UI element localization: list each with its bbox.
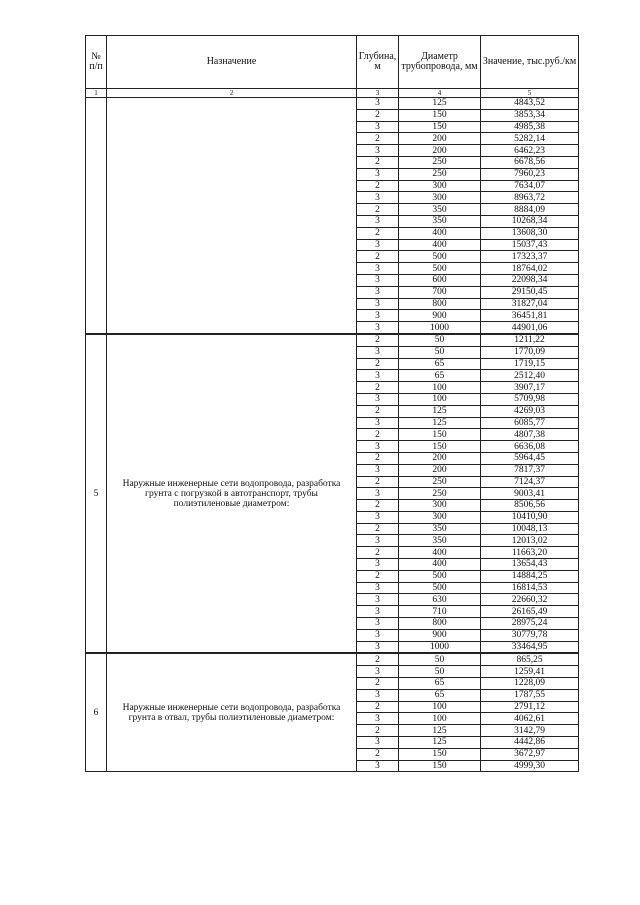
value-cell: 5282,14 — [481, 133, 579, 145]
depth-cell: 3 — [357, 582, 399, 594]
value-cell: 1259,41 — [481, 666, 579, 678]
diameter-cell: 125 — [399, 417, 481, 429]
diameter-cell: 50 — [399, 334, 481, 346]
depth-cell: 3 — [357, 641, 399, 653]
table-header — [86, 36, 579, 89]
value-cell: 18764,02 — [481, 263, 579, 275]
value-cell: 26165,49 — [481, 606, 579, 618]
value-cell: 30779,78 — [481, 629, 579, 641]
diameter-cell: 800 — [399, 618, 481, 630]
diameter-cell: 200 — [399, 464, 481, 476]
value-cell: 13654,43 — [481, 559, 579, 571]
value-cell: 4062,61 — [481, 713, 579, 725]
diameter-cell: 900 — [399, 629, 481, 641]
diameter-cell: 500 — [399, 251, 481, 263]
diameter-cell: 150 — [399, 109, 481, 121]
value-cell: 15037,43 — [481, 239, 579, 251]
diameter-cell: 400 — [399, 559, 481, 571]
value-cell: 10268,34 — [481, 215, 579, 227]
depth-cell: 2 — [357, 653, 399, 665]
value-cell: 33464,95 — [481, 641, 579, 653]
diameter-cell: 125 — [399, 737, 481, 749]
diameter-cell: 1000 — [399, 322, 481, 334]
depth-cell: 3 — [357, 370, 399, 382]
depth-cell: 3 — [357, 666, 399, 678]
depth-cell: 3 — [357, 310, 399, 322]
value-cell: 9003,41 — [481, 488, 579, 500]
value-cell: 22098,34 — [481, 274, 579, 286]
diameter-cell: 350 — [399, 215, 481, 227]
value-cell: 6462,23 — [481, 145, 579, 157]
depth-cell: 3 — [357, 322, 399, 334]
depth-cell: 3 — [357, 488, 399, 500]
value-cell: 17323,37 — [481, 251, 579, 263]
index-row-group — [86, 89, 579, 98]
depth-cell: 2 — [357, 180, 399, 192]
value-cell: 865,25 — [481, 653, 579, 665]
depth-cell: 2 — [357, 748, 399, 760]
value-cell: 7124,37 — [481, 476, 579, 488]
value-cell: 10048,13 — [481, 523, 579, 535]
diameter-cell: 125 — [399, 405, 481, 417]
depth-cell: 2 — [357, 570, 399, 582]
value-cell: 11663,20 — [481, 547, 579, 559]
diameter-cell: 200 — [399, 452, 481, 464]
depth-cell: 3 — [357, 121, 399, 133]
diameter-cell: 500 — [399, 263, 481, 275]
depth-cell: 3 — [357, 192, 399, 204]
depth-cell: 3 — [357, 606, 399, 618]
diameter-cell: 630 — [399, 594, 481, 606]
diameter-cell: 350 — [399, 204, 481, 216]
value-cell: 10410,90 — [481, 511, 579, 523]
table-section — [86, 334, 579, 654]
price-table — [85, 35, 579, 772]
depth-cell: 3 — [357, 298, 399, 310]
depth-cell: 3 — [357, 511, 399, 523]
depth-cell: 3 — [357, 760, 399, 772]
section-number — [86, 98, 107, 334]
diameter-cell: 65 — [399, 370, 481, 382]
depth-cell: 3 — [357, 145, 399, 157]
depth-cell: 3 — [357, 274, 399, 286]
depth-cell: 2 — [357, 334, 399, 346]
value-cell: 1787,55 — [481, 689, 579, 701]
value-cell: 6085,77 — [481, 417, 579, 429]
diameter-cell: 100 — [399, 393, 481, 405]
depth-cell: 3 — [357, 239, 399, 251]
value-cell: 2791,12 — [481, 701, 579, 713]
value-cell: 1719,15 — [481, 358, 579, 370]
section-purpose: Наружные инженерные сети водопровода, разработка грунта с погрузкой в автотранспорт, трубы полиэтиленовые диаметром: — [107, 334, 357, 654]
value-cell: 8884,09 — [481, 204, 579, 216]
depth-cell: 2 — [357, 405, 399, 417]
value-cell: 1770,09 — [481, 346, 579, 358]
header-num: № п/п — [86, 36, 107, 89]
value-cell: 4269,03 — [481, 405, 579, 417]
diameter-cell: 400 — [399, 547, 481, 559]
depth-cell: 3 — [357, 393, 399, 405]
depth-cell: 2 — [357, 500, 399, 512]
depth-cell: 3 — [357, 441, 399, 453]
value-cell: 4999,30 — [481, 760, 579, 772]
value-cell: 29150,45 — [481, 286, 579, 298]
value-cell: 2512,40 — [481, 370, 579, 382]
diameter-cell: 150 — [399, 441, 481, 453]
value-cell: 3672,97 — [481, 748, 579, 760]
diameter-cell: 200 — [399, 133, 481, 145]
depth-cell: 3 — [357, 535, 399, 547]
diameter-cell: 600 — [399, 274, 481, 286]
diameter-cell: 300 — [399, 192, 481, 204]
depth-cell: 2 — [357, 476, 399, 488]
depth-cell: 2 — [357, 251, 399, 263]
diameter-cell: 300 — [399, 511, 481, 523]
depth-cell: 2 — [357, 678, 399, 690]
depth-cell: 3 — [357, 417, 399, 429]
diameter-cell: 900 — [399, 310, 481, 322]
depth-cell: 3 — [357, 346, 399, 358]
depth-cell: 2 — [357, 358, 399, 370]
value-cell: 3853,34 — [481, 109, 579, 121]
depth-cell: 3 — [357, 263, 399, 275]
diameter-cell: 300 — [399, 500, 481, 512]
depth-cell: 3 — [357, 737, 399, 749]
value-cell: 3142,79 — [481, 725, 579, 737]
table-row — [86, 334, 579, 346]
depth-cell: 3 — [357, 689, 399, 701]
diameter-cell: 200 — [399, 145, 481, 157]
depth-cell: 2 — [357, 133, 399, 145]
table-section — [86, 653, 579, 771]
value-cell: 3907,17 — [481, 382, 579, 394]
diameter-cell: 150 — [399, 121, 481, 133]
column-index-row — [86, 89, 579, 98]
diameter-cell: 50 — [399, 653, 481, 665]
depth-cell: 3 — [357, 618, 399, 630]
depth-cell: 2 — [357, 547, 399, 559]
diameter-cell: 125 — [399, 725, 481, 737]
depth-cell: 3 — [357, 168, 399, 180]
value-cell: 6678,56 — [481, 156, 579, 168]
depth-cell: 3 — [357, 98, 399, 110]
depth-cell: 3 — [357, 713, 399, 725]
section-number: 6 — [86, 653, 107, 771]
diameter-cell: 150 — [399, 429, 481, 441]
depth-cell: 2 — [357, 452, 399, 464]
value-cell: 1228,09 — [481, 678, 579, 690]
header-depth: Глубина, м — [357, 36, 399, 89]
depth-cell: 2 — [357, 227, 399, 239]
value-cell: 12013,02 — [481, 535, 579, 547]
diameter-cell: 500 — [399, 570, 481, 582]
diameter-cell: 250 — [399, 168, 481, 180]
value-cell: 36451,81 — [481, 310, 579, 322]
depth-cell: 3 — [357, 629, 399, 641]
value-cell: 8963,72 — [481, 192, 579, 204]
diameter-cell: 50 — [399, 346, 481, 358]
diameter-cell: 400 — [399, 239, 481, 251]
diameter-cell: 250 — [399, 156, 481, 168]
diameter-cell: 50 — [399, 666, 481, 678]
depth-cell: 2 — [357, 109, 399, 121]
value-cell: 28975,24 — [481, 618, 579, 630]
diameter-cell: 100 — [399, 701, 481, 713]
header-diameter: Диаметр трубопровода, мм — [399, 36, 481, 89]
value-cell: 44901,06 — [481, 322, 579, 334]
depth-cell: 2 — [357, 429, 399, 441]
diameter-cell: 350 — [399, 523, 481, 535]
diameter-cell: 65 — [399, 358, 481, 370]
diameter-cell: 65 — [399, 678, 481, 690]
depth-cell: 3 — [357, 464, 399, 476]
diameter-cell: 125 — [399, 98, 481, 110]
table-section — [86, 98, 579, 334]
index-cell: 4 — [399, 89, 481, 98]
section-number: 5 — [86, 334, 107, 654]
depth-cell: 2 — [357, 523, 399, 535]
diameter-cell: 700 — [399, 286, 481, 298]
value-cell: 7817,37 — [481, 464, 579, 476]
diameter-cell: 800 — [399, 298, 481, 310]
table-row — [86, 98, 579, 110]
value-cell: 7634,07 — [481, 180, 579, 192]
section-purpose — [107, 98, 357, 334]
value-cell: 22660,32 — [481, 594, 579, 606]
diameter-cell: 150 — [399, 748, 481, 760]
diameter-cell: 250 — [399, 476, 481, 488]
value-cell: 6636,08 — [481, 441, 579, 453]
value-cell: 4442,86 — [481, 737, 579, 749]
depth-cell: 2 — [357, 204, 399, 216]
section-purpose: Наружные инженерные сети водопровода, разработка грунта в отвал, трубы полиэтиленовые диаметром: — [107, 653, 357, 771]
value-cell: 8506,56 — [481, 500, 579, 512]
value-cell: 16814,53 — [481, 582, 579, 594]
depth-cell: 2 — [357, 725, 399, 737]
value-cell: 5964,45 — [481, 452, 579, 464]
value-cell: 31827,04 — [481, 298, 579, 310]
index-cell: 3 — [357, 89, 399, 98]
depth-cell: 3 — [357, 286, 399, 298]
depth-cell: 3 — [357, 559, 399, 571]
diameter-cell: 150 — [399, 760, 481, 772]
index-cell: 5 — [481, 89, 579, 98]
diameter-cell: 300 — [399, 180, 481, 192]
depth-cell: 3 — [357, 215, 399, 227]
depth-cell: 2 — [357, 701, 399, 713]
header-purpose: Назначение — [107, 36, 357, 89]
value-cell: 4807,38 — [481, 429, 579, 441]
diameter-cell: 100 — [399, 713, 481, 725]
index-cell: 1 — [86, 89, 107, 98]
header-value: Значение, тыс.руб./км — [481, 36, 579, 89]
depth-cell: 3 — [357, 594, 399, 606]
diameter-cell: 710 — [399, 606, 481, 618]
diameter-cell: 100 — [399, 382, 481, 394]
diameter-cell: 350 — [399, 535, 481, 547]
index-cell: 2 — [107, 89, 357, 98]
table-row — [86, 653, 579, 665]
value-cell: 1211,22 — [481, 334, 579, 346]
value-cell: 7960,23 — [481, 168, 579, 180]
value-cell: 14884,25 — [481, 570, 579, 582]
diameter-cell: 400 — [399, 227, 481, 239]
diameter-cell: 65 — [399, 689, 481, 701]
diameter-cell: 1000 — [399, 641, 481, 653]
value-cell: 4985,38 — [481, 121, 579, 133]
value-cell: 4843,52 — [481, 98, 579, 110]
depth-cell: 2 — [357, 382, 399, 394]
value-cell: 13608,30 — [481, 227, 579, 239]
diameter-cell: 250 — [399, 488, 481, 500]
value-cell: 5709,98 — [481, 393, 579, 405]
diameter-cell: 500 — [399, 582, 481, 594]
depth-cell: 2 — [357, 156, 399, 168]
